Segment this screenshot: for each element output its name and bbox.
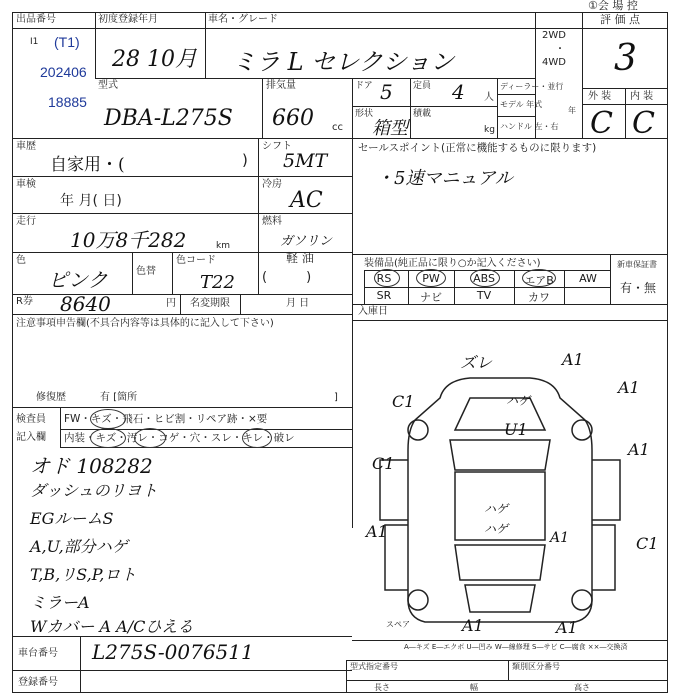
warranty-value: 有・無	[620, 281, 657, 295]
capacity-label: 定員	[413, 81, 432, 91]
equip-leather: カワ	[528, 291, 550, 304]
note-parts: T,B,リS,P,ロト	[30, 565, 137, 584]
mileage-value: 10万8千282	[70, 228, 187, 252]
note-paint: A,U,部分ハゲ	[30, 537, 128, 556]
fuel-alt: 軽 油	[286, 251, 314, 265]
length-label: 長さ	[374, 683, 390, 692]
recycle-value: 8640	[60, 292, 111, 316]
col-divider	[346, 660, 347, 693]
sales-point-value: ・5速マニュアル	[376, 168, 513, 189]
equip-airbag: エアB	[524, 274, 554, 287]
mark-hage: ハゲ	[484, 502, 509, 516]
exterior-grade: C	[590, 106, 613, 141]
col-divider	[80, 636, 81, 693]
capacity-value: 4	[452, 80, 465, 104]
stamp-number: 18885	[48, 94, 87, 110]
drive-2wd: 2WD	[542, 30, 566, 41]
door-label: ドア	[355, 81, 373, 91]
repair-label: 修復歴	[36, 392, 66, 403]
height-label: 高さ	[574, 683, 590, 692]
col-divider	[508, 660, 509, 680]
inspection-label: 車検	[16, 179, 36, 190]
mileage-label: 走行	[16, 216, 36, 227]
score-label: 評 価 点	[600, 13, 640, 26]
recycle-label: R券	[16, 296, 33, 307]
lot-prefix: I1	[30, 37, 39, 47]
color-label: 色	[16, 255, 26, 266]
color-change-label: 色替	[136, 266, 156, 277]
paren-pair: ( )	[262, 270, 312, 285]
load-label: 積載	[413, 109, 432, 119]
mark-u1: U1	[504, 420, 528, 439]
arrival-label: 入庫日	[358, 306, 388, 317]
lot-label: 出品番号	[16, 14, 56, 25]
inspection-value: 年 月( 日)	[60, 193, 122, 209]
history-value: 自家用・(	[50, 155, 125, 175]
equip-rs: RS	[376, 272, 392, 285]
mark-a1: A1	[618, 378, 640, 397]
mark-c1: C1	[636, 534, 659, 553]
mark-hage: ハゲ	[484, 522, 509, 536]
history-label: 車歴	[16, 141, 36, 152]
equip-aw: AW	[579, 272, 597, 285]
row-divider	[12, 636, 352, 637]
row-divider	[12, 670, 352, 671]
displacement-value: 660	[272, 106, 314, 131]
inspector-row-exterior: FW・キズ・飛石・ヒビ割・リペア跡・×要	[64, 413, 268, 425]
shift-value: 5MT	[283, 150, 328, 172]
venue-copy-label: ①会 場 控	[588, 0, 638, 12]
mark-c1: C1	[392, 392, 415, 411]
left-door-rear	[385, 525, 408, 590]
note-engine-room: EGルームS	[30, 509, 114, 528]
mark-a1: A1	[628, 440, 650, 459]
mark-a1: A1	[550, 530, 570, 546]
notes-label: 注意事項申告欄(不具合内容等は具体的に記入して下さい)	[16, 318, 274, 329]
ac-label: 冷房	[262, 179, 282, 190]
color-code-label: 色コード	[176, 255, 216, 266]
row-divider	[352, 640, 668, 641]
name-change-value: 月 日	[286, 298, 310, 309]
name-change-label: 名変期限	[190, 298, 230, 309]
equip-pw: PW	[422, 272, 440, 285]
mark-a1: A1	[462, 616, 484, 635]
shift-label: シフト	[262, 141, 292, 152]
equip-abs: ABS	[473, 272, 495, 285]
type-label: 型式	[98, 80, 118, 91]
equipment-label: 装備品(純正品に限り○か記入ください)	[364, 258, 541, 269]
chassis-label: 車台番号	[18, 648, 58, 659]
note-odo: オド 108282	[30, 454, 153, 478]
mark-hage: ハゲ	[506, 394, 531, 408]
hood-panel	[455, 398, 545, 430]
row-divider	[346, 660, 668, 661]
stamp-date: 202406	[40, 64, 87, 80]
mark-a1: A1	[562, 350, 584, 369]
equip-tv: TV	[476, 289, 492, 302]
recycle-unit: 円	[166, 298, 176, 309]
category-label: 類別区分番号	[512, 662, 560, 671]
door-value: 5	[380, 80, 393, 104]
right-door-front	[592, 460, 620, 520]
first-reg-label: 初度登録年月	[98, 14, 158, 25]
row-divider	[346, 680, 668, 681]
windshield	[450, 440, 550, 470]
mark-a1: A1	[366, 522, 388, 541]
rear-window	[455, 545, 545, 580]
drive-4wd: 4WD	[542, 57, 566, 68]
first-reg-value: 28 10月	[112, 47, 197, 72]
note-dash: ダッシュのリヨト	[30, 481, 158, 500]
shape-value: 箱型	[372, 118, 408, 139]
mark-zure: ズレ	[460, 353, 493, 372]
inspector-label: 検査員	[16, 414, 46, 425]
type-value: DBA-L275S	[104, 106, 233, 131]
damage-legend: A―キズ E―エクボ U―凹み W―線修理 S―サビ C―腐食 ××―交換済	[404, 643, 628, 651]
equip-navi: ナビ	[420, 291, 442, 304]
inspector-row-interior: 内装・キズ・汚レ・コゲ・穴・スレ・キレ・破レ	[64, 432, 295, 444]
warranty-label: 新車保証書	[617, 260, 657, 269]
load-unit: kg	[484, 125, 495, 135]
displacement-label: 排気量	[266, 80, 296, 91]
drive-dot: ・	[555, 44, 565, 55]
note-wheel-cover: Wカバー A A/Cひえる	[30, 617, 194, 636]
displacement-unit: cc	[332, 122, 343, 133]
spare-label: スペア	[386, 620, 410, 629]
ac-value: AC	[290, 188, 323, 213]
interior-label: 内 装	[630, 91, 654, 102]
fuel-label: 燃料	[262, 216, 282, 227]
wheel-rl	[408, 590, 428, 610]
equip-sr: SR	[376, 289, 392, 302]
model-label: 車名・グレード	[208, 14, 278, 25]
mark-c1: C1	[372, 454, 395, 473]
tailgate	[465, 585, 535, 612]
interior-grade: C	[632, 106, 655, 141]
width-label: 幅	[470, 683, 478, 692]
history-end: )	[242, 151, 248, 169]
handle-label: ハンドル 左・右	[500, 122, 559, 131]
capacity-unit: 人	[484, 92, 494, 103]
type-spec-label: 型式指定番号	[350, 662, 398, 671]
model-year-unit: 年	[568, 106, 576, 115]
dealer-label: ディーラー・並行	[500, 82, 564, 91]
model-value: ミラ L セレクション	[232, 48, 455, 76]
chassis-value: L275S-0076511	[92, 640, 254, 664]
note-mirror: ミラーA	[30, 593, 90, 612]
repair-value: 有 [箇所	[100, 392, 138, 403]
shape-label: 形状	[355, 109, 374, 119]
mileage-unit: km	[216, 241, 230, 251]
color-value: ピンク	[48, 268, 108, 292]
exterior-label: 外 装	[588, 91, 612, 102]
stamp-tag: (T1)	[54, 34, 80, 50]
score-value: 3	[614, 38, 637, 79]
registration-label: 登録番号	[18, 677, 58, 688]
fuel-value: ガソリン	[280, 234, 333, 249]
wheel-rr	[572, 590, 592, 610]
repair-end: ]	[334, 392, 338, 403]
color-code-value: T22	[200, 272, 235, 293]
inspector-entry-label: 記入欄	[16, 432, 46, 443]
mark-a1: A1	[556, 618, 578, 637]
right-door-rear	[592, 525, 615, 590]
model-year-label: モデル 年式	[500, 100, 543, 109]
sales-point-label: セールスポイント(正常に機能するものに限ります)	[358, 142, 597, 154]
